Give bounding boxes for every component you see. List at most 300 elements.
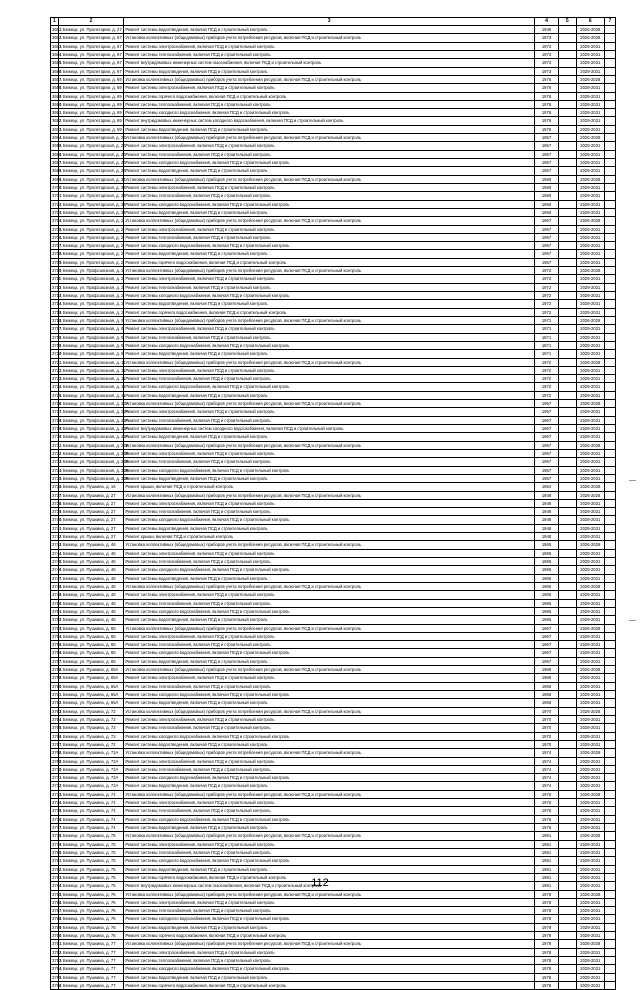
period-cell: 2029-2031 bbox=[576, 250, 604, 258]
col-7-cell bbox=[605, 707, 616, 715]
address-cell: г. Бежецк, ул. Пушкина, д. 65 bbox=[58, 632, 124, 640]
table-body bbox=[51, 26, 616, 990]
address-cell: г. Бежецк, ул. Пушкина, д. 65 bbox=[58, 649, 124, 657]
address-cell: г. Бежецк, ул. Профсоюзная, д. 2 bbox=[59, 276, 124, 282]
row-number-cell: 3681 bbox=[52, 27, 62, 32]
build-year-cell: 1976 bbox=[534, 84, 558, 92]
address-cell: г. Бежецк, ул. Пролетарская, д. 26 bbox=[59, 160, 126, 165]
work-type-cell: Ремонт системы водоотведения, включая ПСД и строительный контроль bbox=[124, 474, 535, 482]
build-year-cell: 1968 bbox=[534, 674, 558, 682]
row-number-cell: 3741 bbox=[52, 525, 62, 531]
build-year-cell: 1960 bbox=[534, 183, 558, 191]
row-number-cell: 3778 bbox=[52, 833, 62, 839]
col-5-cell bbox=[559, 250, 577, 258]
table-row bbox=[51, 632, 616, 640]
build-year-cell: 1973 bbox=[534, 34, 558, 42]
table-row bbox=[51, 233, 616, 241]
address-cell: г. Бежецк, ул. Профсоюзная, д. 22А bbox=[59, 434, 129, 440]
col-7-cell bbox=[605, 524, 616, 532]
address-cell: г. Бежецк, ул. Пушкина, д. 72 bbox=[58, 724, 124, 732]
col-7-cell bbox=[605, 915, 616, 923]
build-year-cell: 1976 bbox=[534, 799, 558, 807]
period-cell: 2029-2031 bbox=[576, 865, 604, 873]
col-5-cell bbox=[559, 117, 577, 125]
work-type-cell: Ремонт системы теплоснабжения, включая ПСД и строительный контроль bbox=[124, 50, 535, 58]
period-cell: 2026-2028 bbox=[576, 483, 604, 491]
period-cell: 2029-2031 bbox=[576, 591, 604, 599]
build-year-cell: 1967 bbox=[534, 632, 558, 640]
col-7-cell bbox=[605, 948, 616, 956]
table-row bbox=[51, 865, 616, 873]
row-number-cell: 3697 bbox=[52, 160, 62, 165]
table-header bbox=[51, 18, 616, 26]
work-type-cell: Ремонт системы теплоснабжения, включая ПСД и строительный контроль bbox=[124, 283, 535, 291]
address-cell: г. Бежецк, ул. Пушкина, д. 77 bbox=[58, 948, 124, 956]
col-7-cell bbox=[605, 117, 616, 125]
build-year-cell: 1978 bbox=[534, 973, 558, 981]
row-number-cell: 3715 bbox=[52, 309, 62, 315]
row-number-cell: 3686 bbox=[52, 68, 62, 74]
row-number-cell: 3756 bbox=[52, 650, 62, 656]
col-7-cell bbox=[605, 549, 616, 557]
table-row bbox=[51, 508, 616, 516]
work-type-cell: Ремонт системы горячего водоснабжения, включая ПСД и строительный контроль bbox=[124, 92, 535, 100]
build-year-cell: 1976 bbox=[534, 125, 558, 133]
row-number-cell: 3771 bbox=[52, 775, 62, 781]
col-7-cell bbox=[605, 233, 616, 241]
row-number-cell: 3736 bbox=[52, 484, 62, 490]
col-7-cell bbox=[605, 34, 616, 42]
address-cell: г. Бежецк, ул. Пролетарская, д. 2 bbox=[59, 218, 124, 224]
address-cell: г. Бежецк, ул. Пушкина, д. 72А bbox=[58, 765, 124, 773]
build-year-cell: 1948 bbox=[534, 491, 558, 499]
work-type-cell: Установка коллективных (общедомовых) приборов учета потребления ресурсов, включая ПСД и строительный контроль bbox=[124, 491, 535, 499]
col-7-cell bbox=[605, 84, 616, 92]
col-7-cell bbox=[605, 50, 616, 58]
table-row bbox=[51, 757, 616, 765]
col-7-cell bbox=[605, 923, 616, 931]
address-cell: г. Бежецк, ул. Пушкина, д. 65А bbox=[58, 666, 124, 674]
col-7-cell bbox=[605, 400, 616, 408]
build-year-cell: 1971 bbox=[534, 325, 558, 333]
address-cell: г. Бежецк, ул. Пролетарская, д. 26 bbox=[59, 135, 126, 141]
table-row bbox=[51, 641, 616, 649]
col-5-cell bbox=[559, 84, 577, 92]
column-header-4: 4 bbox=[534, 18, 558, 26]
table-row bbox=[51, 715, 616, 723]
col-5-cell bbox=[559, 375, 577, 383]
build-year-cell: 1973 bbox=[534, 50, 558, 58]
work-type-cell: Ремонт системы водоотведения, включая ПСД и строительный контроль bbox=[124, 67, 535, 75]
row-number-cell: 3727 bbox=[52, 409, 62, 415]
col-5-cell bbox=[559, 749, 577, 757]
table-row bbox=[51, 458, 616, 466]
col-5-cell bbox=[559, 965, 577, 973]
table-row bbox=[51, 134, 616, 142]
col-5-cell bbox=[559, 225, 577, 233]
address-cell: г. Бежецк, ул. Профсоюзная, д. 9 bbox=[59, 326, 124, 332]
table-row bbox=[51, 250, 616, 258]
build-year-cell: 1965 bbox=[534, 549, 558, 557]
address-cell: г. Бежецк, ул. Пушкина, д. 76 bbox=[58, 915, 124, 923]
col-5-cell bbox=[559, 258, 577, 266]
col-5-cell bbox=[559, 75, 577, 83]
table-row bbox=[51, 117, 616, 125]
row-number-cell: 3713 bbox=[52, 293, 62, 298]
work-type-cell: Ремонт системы водоотведения, включая ПСД и строительный контроль bbox=[124, 865, 535, 873]
work-type-cell: Ремонт системы холодного водоснабжения, включая ПСД и строительный контроль bbox=[124, 566, 535, 574]
row-number-cell: 3692 bbox=[52, 118, 62, 124]
table-row bbox=[51, 740, 616, 748]
col-5-cell bbox=[559, 890, 577, 898]
col-7-cell bbox=[605, 242, 616, 250]
work-type-cell: Установка коллективных (общедомовых) приборов учета потребления ресурсов, включая ПСД и строительный контроль bbox=[124, 707, 535, 715]
build-year-cell: 1967 bbox=[534, 233, 558, 241]
build-year-cell: 1970 bbox=[534, 724, 558, 732]
period-cell: 2029-2031 bbox=[576, 192, 604, 200]
build-year-cell: 1967 bbox=[534, 649, 558, 657]
col-5-cell bbox=[559, 840, 577, 848]
row-number-cell: 3766 bbox=[52, 733, 62, 739]
col-5-cell bbox=[559, 26, 577, 34]
row-number-cell: 3682 bbox=[52, 35, 62, 41]
row-number-cell: 3735 bbox=[52, 475, 62, 481]
work-type-cell: Ремонт системы холодного водоснабжения, включая ПСД и строительный контроль bbox=[124, 341, 535, 349]
period-cell: 2029-2031 bbox=[576, 100, 604, 108]
col-7-cell bbox=[605, 965, 616, 973]
table-row bbox=[51, 574, 616, 582]
col-7-cell bbox=[605, 715, 616, 723]
col-5-cell bbox=[559, 607, 577, 615]
col-5-cell bbox=[559, 134, 577, 142]
table-row bbox=[51, 541, 616, 549]
col-5-cell bbox=[559, 624, 577, 632]
period-cell: 2029-2031 bbox=[576, 233, 604, 241]
column-header-1: 1 bbox=[51, 18, 59, 26]
period-cell: 2029-2031 bbox=[576, 341, 604, 349]
work-type-cell: Ремонт системы электроснабжения, включая ПСД и строительный контроль bbox=[124, 42, 535, 50]
build-year-cell: 1976 bbox=[534, 92, 558, 100]
col-7-cell bbox=[605, 807, 616, 815]
col-5-cell bbox=[559, 948, 577, 956]
table-row bbox=[51, 782, 616, 790]
row-number-cell: 3791 bbox=[52, 941, 62, 947]
row-number-cell: 3777 bbox=[52, 825, 62, 830]
build-year-cell: 1978 bbox=[534, 965, 558, 973]
table-row bbox=[51, 267, 616, 275]
table-row bbox=[51, 591, 616, 599]
work-type-cell: Ремонт системы горячего водоснабжения, включая ПСД и строительный контроль bbox=[124, 981, 535, 989]
table-row bbox=[51, 75, 616, 83]
table-row bbox=[51, 566, 616, 574]
table-row bbox=[51, 624, 616, 632]
period-cell: 2029-2031 bbox=[576, 50, 604, 58]
period-cell: 2029-2031 bbox=[576, 258, 604, 266]
work-type-cell: Ремонт системы теплоснабжения, включая ПСД и строительный контроль bbox=[124, 508, 535, 516]
col-5-cell bbox=[559, 42, 577, 50]
col-5-cell bbox=[559, 516, 577, 524]
table-row bbox=[51, 26, 616, 34]
work-type-cell: Ремонт системы теплоснабжения, включая ПСД и строительный контроль bbox=[124, 150, 535, 158]
col-5-cell bbox=[559, 940, 577, 948]
row-number-cell: 3712 bbox=[52, 284, 62, 290]
col-7-cell bbox=[605, 300, 616, 308]
period-cell: 2029-2031 bbox=[576, 981, 604, 989]
table-row bbox=[51, 857, 616, 865]
row-number-cell: 3745 bbox=[52, 559, 62, 564]
build-year-cell: 1978 bbox=[534, 957, 558, 965]
period-cell: 2029-2031 bbox=[576, 208, 604, 216]
col-5-cell bbox=[559, 774, 577, 782]
address-cell: г. Бежецк, ул. Пушкина, д. 74 bbox=[58, 790, 124, 798]
period-cell: 2026-2028 bbox=[576, 832, 604, 840]
table-row bbox=[51, 649, 616, 657]
row-number-cell: 3782 bbox=[52, 866, 62, 872]
build-year-cell: 1978 bbox=[534, 907, 558, 915]
col-5-cell bbox=[559, 292, 577, 300]
row-number-cell: 3705 bbox=[52, 226, 62, 232]
col-7-cell bbox=[605, 666, 616, 674]
build-year-cell: 1967 bbox=[534, 458, 558, 466]
col-7-cell bbox=[605, 42, 616, 50]
build-year-cell: 1978 bbox=[534, 981, 558, 989]
work-type-cell: Ремонт системы водоотведения, включая ПСД и строительный контроль bbox=[124, 391, 535, 399]
build-year-cell: 1976 bbox=[534, 75, 558, 83]
address-cell: г. Бежецк, ул. Пролетарская, д. 34 bbox=[59, 184, 126, 190]
col-5-cell bbox=[559, 34, 577, 42]
period-cell: 2029-2031 bbox=[576, 92, 604, 100]
period-cell: 2029-2031 bbox=[576, 923, 604, 931]
col-5-cell bbox=[559, 790, 577, 798]
col-5-cell bbox=[559, 549, 577, 557]
row-number-cell: 3775 bbox=[52, 808, 62, 814]
col-5-cell bbox=[559, 267, 577, 275]
work-type-cell: Ремонт системы теплоснабжения, включая ПСД и строительный контроль bbox=[124, 957, 535, 965]
table-row bbox=[51, 582, 616, 590]
period-cell: 2029-2031 bbox=[576, 242, 604, 250]
col-7-cell bbox=[605, 674, 616, 682]
col-7-cell bbox=[605, 516, 616, 524]
period-cell: 2026-2028 bbox=[576, 491, 604, 499]
col-5-cell bbox=[559, 400, 577, 408]
work-type-cell: Ремонт системы электроснабжения, включая ПСД и строительный контроль bbox=[124, 632, 535, 640]
table-row bbox=[51, 59, 616, 67]
address-cell: г. Бежецк, ул. Пушкина, д. 76 bbox=[58, 923, 124, 931]
build-year-cell: 1967 bbox=[534, 250, 558, 258]
address-cell: г. Бежецк, ул. Профсоюзная, д. 11 bbox=[59, 359, 126, 365]
period-cell: 2029-2031 bbox=[576, 957, 604, 965]
row-number-cell: 3722 bbox=[52, 367, 62, 373]
table-row bbox=[51, 599, 616, 607]
address-cell: г. Бежецк, ул. Профсоюзная, д. 2 bbox=[59, 301, 124, 307]
period-cell: 2029-2031 bbox=[576, 383, 604, 391]
col-5-cell bbox=[559, 167, 577, 175]
period-cell: 2029-2031 bbox=[576, 616, 604, 624]
table-row bbox=[51, 308, 616, 316]
col-7-cell bbox=[605, 790, 616, 798]
table-row bbox=[51, 358, 616, 366]
table-row bbox=[51, 366, 616, 374]
col-7-cell bbox=[605, 267, 616, 275]
col-7-cell bbox=[605, 541, 616, 549]
work-type-cell: Ремонт системы электроснабжения, включая ПСД и строительный контроль bbox=[124, 275, 535, 283]
period-cell: 2029-2031 bbox=[576, 724, 604, 732]
work-type-cell: Установка коллективных (общедомовых) приборов учета потребления ресурсов, включая ПСД и строительный контроль bbox=[124, 749, 535, 757]
table-row bbox=[51, 142, 616, 150]
row-number-cell: 3748 bbox=[52, 583, 62, 589]
work-type-cell: Ремонт системы электроснабжения, включая ПСД и строительный контроль bbox=[124, 325, 535, 333]
address-cell: г. Бежецк, ул. Пролетарская, д. 2 bbox=[59, 259, 124, 265]
address-cell: г. Бежецк, ул. Профсоюзная, д. 22А bbox=[59, 426, 129, 431]
col-7-cell bbox=[605, 142, 616, 150]
period-cell: 2029-2031 bbox=[576, 225, 604, 233]
table-row bbox=[51, 425, 616, 433]
address-cell: г. Бежецк, ул. Профсоюзная, д. 2 bbox=[59, 268, 124, 274]
period-cell: 2029-2031 bbox=[576, 150, 604, 158]
build-year-cell: 1978 bbox=[534, 923, 558, 931]
work-type-cell: Ремонт крыши, включая ПСД и строительный контроль bbox=[124, 533, 535, 541]
row-number-cell: 3704 bbox=[52, 218, 62, 224]
build-year-cell: 1965 bbox=[534, 607, 558, 615]
period-cell: 2026-2028 bbox=[576, 217, 604, 225]
row-number-cell: 3751 bbox=[52, 608, 62, 614]
row-number-cell: 3726 bbox=[52, 401, 62, 407]
col-7-cell bbox=[605, 100, 616, 108]
address-cell: г. Бежецк, ул. Пролетарии, д. 69 bbox=[58, 117, 124, 125]
period-cell: 2029-2031 bbox=[576, 84, 604, 92]
col-7-cell bbox=[605, 308, 616, 316]
table-row bbox=[51, 483, 616, 491]
row-number-cell: 3710 bbox=[52, 268, 62, 274]
row-number-cell: 3724 bbox=[52, 384, 62, 390]
work-type-cell: Ремонт системы теплоснабжения, включая ПСД и строительный контроль bbox=[124, 458, 535, 466]
table-row bbox=[51, 957, 616, 965]
address-cell: г. Бежецк, ул. Профсоюзная, д. 9 bbox=[59, 342, 124, 348]
address-cell: г. Бежецк, ул. Пролетарии, д. 67 bbox=[58, 59, 124, 67]
col-7-cell bbox=[605, 258, 616, 266]
row-number-cell: 3737 bbox=[52, 492, 62, 498]
row-number-cell: 3718 bbox=[52, 334, 62, 340]
col-5-cell bbox=[559, 957, 577, 965]
row-number-cell: 3739 bbox=[52, 509, 62, 515]
table-row bbox=[51, 915, 616, 923]
col-7-cell bbox=[605, 192, 616, 200]
work-type-cell: Ремонт системы водоотведения, включая ПСД и строительный контроль bbox=[124, 616, 535, 624]
period-cell: 2029-2031 bbox=[576, 566, 604, 574]
col-7-cell bbox=[605, 200, 616, 208]
build-year-cell: 1968 bbox=[534, 691, 558, 699]
period-cell: 2029-2031 bbox=[576, 375, 604, 383]
col-7-cell bbox=[605, 558, 616, 566]
col-5-cell bbox=[559, 242, 577, 250]
address-cell: г. Бежецк, ул. Пролетарии, д. 67 bbox=[58, 34, 124, 42]
work-type-cell: Установка коллективных (общедомовых) приборов учета потребления ресурсов, включая ПСД и строительный контроль bbox=[124, 582, 535, 590]
col-7-cell bbox=[605, 125, 616, 133]
build-year-cell: 1978 bbox=[534, 932, 558, 940]
work-type-cell: Ремонт системы электроснабжения, включая ПСД и строительный контроль bbox=[124, 499, 535, 507]
build-year-cell: 1972 bbox=[534, 358, 558, 366]
period-cell: 2029-2031 bbox=[576, 416, 604, 424]
table-row bbox=[51, 549, 616, 557]
row-number-cell: 3754 bbox=[52, 633, 62, 639]
period-cell: 2029-2031 bbox=[576, 907, 604, 915]
work-type-cell: Установка коллективных (общедомовых) приборов учета потребления ресурсов, включая ПСД и строительный контроль bbox=[124, 666, 535, 674]
col-5-cell bbox=[559, 92, 577, 100]
build-year-cell: 1972 bbox=[534, 275, 558, 283]
row-number-cell: 3717 bbox=[52, 326, 62, 332]
work-type-cell: Ремонт системы горячего водоснабжения, включая ПСД и строительный контроль bbox=[124, 932, 535, 940]
col-5-cell bbox=[559, 782, 577, 790]
row-number-cell: 3772 bbox=[52, 783, 62, 789]
table-row bbox=[51, 175, 616, 183]
work-type-cell: Установка коллективных (общедомовых) приборов учета потребления ресурсов, включая ПСД и строительный контроль bbox=[124, 217, 535, 225]
period-cell: 2026-2028 bbox=[576, 316, 604, 324]
col-5-cell bbox=[559, 441, 577, 449]
table-row bbox=[51, 765, 616, 773]
address-cell: г. Бежецк, ул. Пушкина, д. 75 bbox=[58, 840, 124, 848]
address-cell: г. Бежецк, ул. Пушкина, д. 72 bbox=[58, 740, 124, 748]
period-cell: 2026-2028 bbox=[576, 134, 604, 142]
row-number-cell: 3696 bbox=[52, 151, 62, 157]
col-7-cell bbox=[605, 898, 616, 906]
work-type-cell: Установка коллективных (общедомовых) приборов учета потребления ресурсов, включая ПСД и строительный контроль bbox=[124, 441, 535, 449]
address-cell: г. Бежецк, ул. Пушкина, д. 72А bbox=[58, 749, 124, 757]
period-cell: 2029-2031 bbox=[576, 965, 604, 973]
build-year-cell: 1960 bbox=[534, 200, 558, 208]
address-cell: г. Бежецк, ул. Профсоюзная, д. 2 bbox=[59, 284, 124, 290]
col-5-cell bbox=[559, 483, 577, 491]
row-number-cell: 3683 bbox=[52, 43, 62, 49]
row-number-cell: 3685 bbox=[52, 60, 62, 66]
period-cell: 2026-2028 bbox=[576, 26, 604, 34]
col-5-cell bbox=[559, 799, 577, 807]
program-table-sheet bbox=[50, 17, 616, 990]
build-year-cell: 1981 bbox=[534, 840, 558, 848]
row-number-cell: 3780 bbox=[52, 849, 62, 855]
col-5-cell bbox=[559, 150, 577, 158]
period-cell: 2029-2031 bbox=[576, 159, 604, 167]
work-type-cell: Ремонт системы теплоснабжения, включая ПСД и строительный контроль bbox=[124, 599, 535, 607]
build-year-cell: 1965 bbox=[534, 582, 558, 590]
row-number-cell: 3733 bbox=[52, 459, 62, 465]
address-cell: г. Бежецк, ул. Пролетарии, д. 67 bbox=[58, 42, 124, 50]
build-year-cell: 1957 bbox=[534, 150, 558, 158]
table-row bbox=[51, 433, 616, 441]
col-7-cell bbox=[605, 632, 616, 640]
period-cell: 2029-2031 bbox=[576, 807, 604, 815]
col-7-cell bbox=[605, 250, 616, 258]
build-year-cell: 1981 bbox=[534, 882, 558, 890]
build-year-cell: 1976 bbox=[534, 815, 558, 823]
period-cell: 2026-2028 bbox=[576, 790, 604, 798]
period-cell: 2029-2031 bbox=[576, 824, 604, 832]
build-year-cell: 1972 bbox=[534, 300, 558, 308]
table-row bbox=[51, 807, 616, 815]
row-number-cell: 3757 bbox=[52, 658, 62, 664]
period-cell: 2029-2031 bbox=[576, 533, 604, 541]
period-cell: 2029-2031 bbox=[576, 524, 604, 532]
col-7-cell bbox=[605, 682, 616, 690]
row-number-cell: 3706 bbox=[52, 234, 62, 240]
address-cell: г. Бежецк, ул. Пушкина, д. 48 bbox=[58, 616, 124, 624]
build-year-cell: 1972 bbox=[534, 267, 558, 275]
build-year-cell: 1967 bbox=[534, 474, 558, 482]
col-5-cell bbox=[559, 732, 577, 740]
row-number-cell: 3709 bbox=[52, 259, 62, 265]
work-type-cell: Ремонт системы теплоснабжения, включая ПСД и строительный контроль bbox=[124, 233, 535, 241]
period-cell: 2026-2028 bbox=[576, 624, 604, 632]
col-5-cell bbox=[559, 923, 577, 931]
